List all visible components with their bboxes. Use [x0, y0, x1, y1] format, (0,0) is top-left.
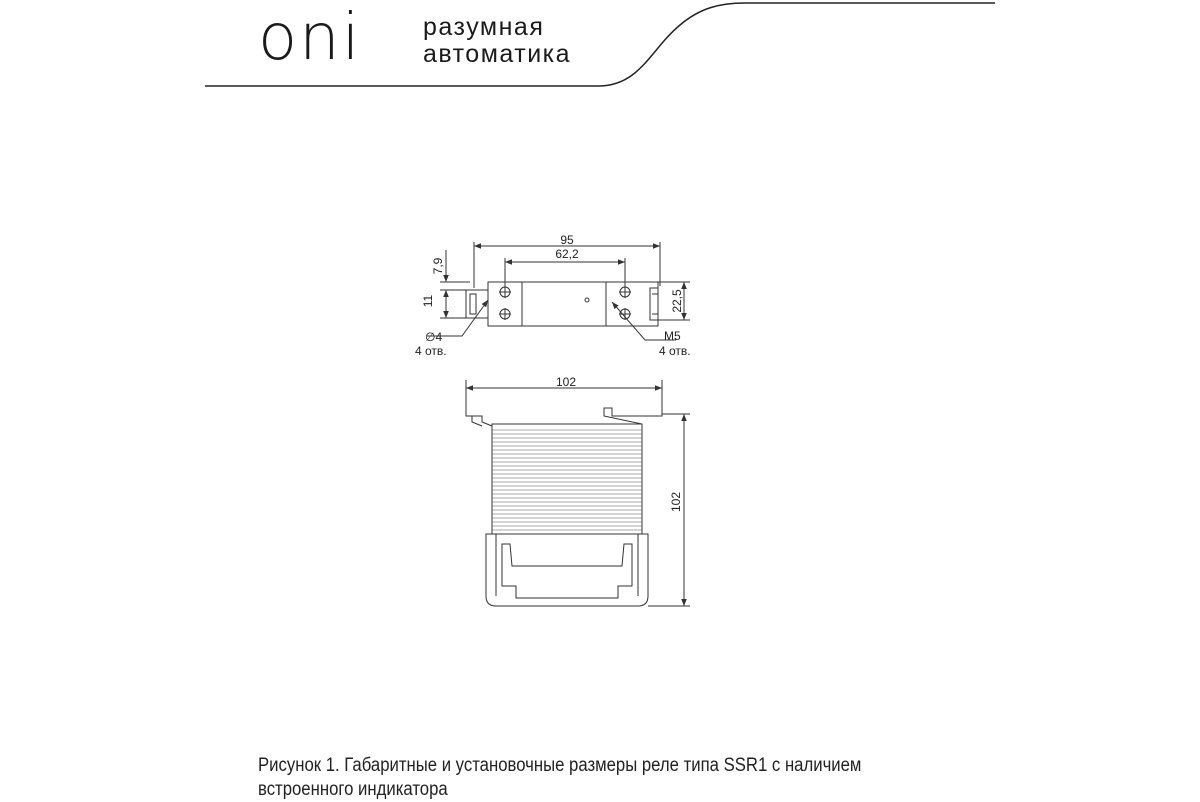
label-hole-count-right: 4 отв. [659, 344, 691, 358]
label-hole-count-left: 4 отв. [415, 344, 447, 358]
screw-bottom-left [499, 308, 511, 320]
label-screw-m5: M5 [664, 329, 681, 343]
dim-label-11: 11 [421, 294, 435, 308]
side-view [466, 380, 690, 606]
right-mounting-slot [650, 288, 658, 320]
screw-top-left [499, 286, 511, 298]
dim-label-22-5: 22,5 [670, 289, 684, 313]
dim-label-102-height: 102 [669, 491, 683, 513]
top-view-body [488, 282, 658, 326]
brand-logo: oni [258, 1, 362, 75]
heatsink-fins [492, 430, 642, 530]
screw-top-right [619, 286, 631, 298]
dim-label-62-2: 62,2 [555, 247, 579, 261]
indicator-led [585, 298, 589, 302]
caption-line-2: встроенного индикатора [258, 779, 448, 800]
dim-label-7-9: 7,9 [431, 257, 445, 275]
label-hole-diameter: ∅4 [425, 330, 443, 344]
caption-line-1: Рисунок 1. Габаритные и установочные размеры реле типа SSR1 с наличием [258, 755, 862, 776]
heatsink [492, 424, 642, 534]
tagline-line-1: разумная [423, 13, 545, 41]
side-view-bracket [466, 386, 662, 432]
dim-label-102-width: 102 [555, 375, 577, 389]
figure-caption [258, 754, 1050, 802]
tagline-line-2: автоматика [423, 40, 572, 68]
dim-label-95: 95 [560, 233, 574, 247]
screw-bottom-right [619, 308, 631, 320]
